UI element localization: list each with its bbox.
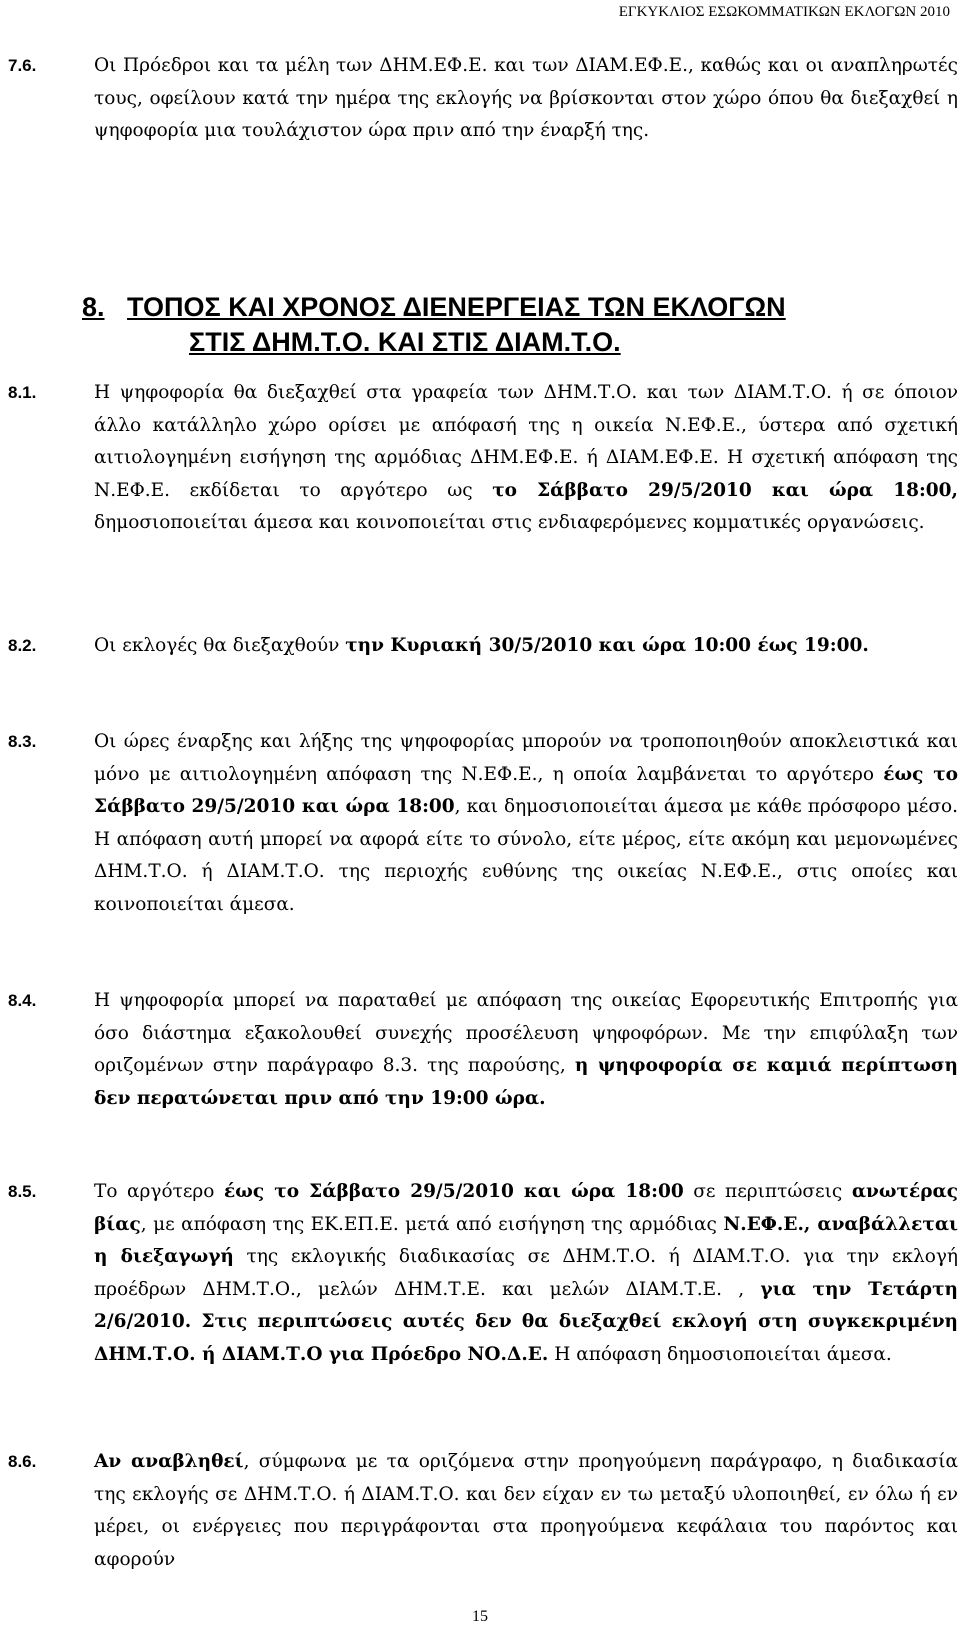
- section-text: Η ψηφοφορία θα διεξαχθεί στα γραφεία των ΔΗΜ.Τ.Ο. και των ΔΙΑΜ.Τ.Ο. ή σε όποιον άλλο κατάλληλο χώρο ορίσει με απόφασή της η οικεία Ν.ΕΦ.Ε., ύστερα από σχετική αιτιολογημένη εισήγηση της αρμόδιας ΔΗΜ.ΕΦ.Ε. ή ΔΙΑΜ.ΕΦ.Ε. Η σχετική απόφαση της Ν.ΕΦ.Ε. εκδίδεται το αργότερο ως το Σάββατο 29/5/2010 και ώρα 18:00, δημοσιοποιείται άμεσα και κοινοποιείται στις ενδιαφερόμενες κομματικές οργανώσεις.: [94, 382, 958, 534]
- section-number: 8.6.: [8, 1452, 37, 1471]
- section-text: Η ψηφοφορία μπορεί να παραταθεί με απόφαση της οικείας Εφορευτικής Επιτροπής για όσο διάστημα εξακολουθεί συνεχής προσέλευση ψηφοφόρων. Με την επιφύλαξη των οριζομένων στην παράγραφο 8.3. της παρούσης, η ψηφοφορία σε καμιά περίπτωση δεν περατώνεται πριν από την 19:00 ώρα.: [94, 990, 959, 1109]
- section-number: 7.6.: [8, 56, 37, 75]
- section-text: Οι ώρες έναρξης και λήξης της ψηφοφορίας μπορούν να τροποποιηθούν αποκλειστικά και μόνο με αιτιολογημένη απόφαση της Ν.ΕΦ.Ε., η οποία λαμβάνεται το αργότερο έως το Σάββατο 29/5/2010 και ώρα 18:00, και δημοσιοποιείται άμεσα με κάθε πρόσφορο μέσο. Η απόφαση αυτή μπορεί να αφορά είτε το σύνολο, είτε μέρος, είτε ακόμη και μεμονωμένες ΔΗΜ.Τ.Ο. ή ΔΙΑΜ.Τ.Ο. της περιοχής ευθύνης της οικείας Ν.ΕΦ.Ε., στις οποίες και κοινοποιείται άμεσα.: [94, 731, 958, 915]
- section-text: Οι Πρόεδροι και τα μέλη των ΔΗΜ.ΕΦ.Ε. και των ΔΙΑΜ.ΕΦ.Ε., καθώς και οι αναπληρωτές τους, οφείλουν κατά την ημέρα της εκλογής να βρίσκονται στον χώρο όπου θα διεξαχθεί η ψηφοφορία μια τουλάχιστον ώρα πριν από την έναρξή της.: [94, 55, 958, 142]
- section-number: 8.3.: [8, 732, 37, 751]
- section-number: 8.2.: [8, 636, 37, 655]
- section-text: Αν αναβληθεί, σύμφωνα με τα οριζόμενα στην προηγούμενη παράγραφο, η διαδικασία της εκλογής σε ΔΗΜ.Τ.Ο. ή ΔΙΑΜ.Τ.Ο. και δεν είχαν εν τω μεταξύ υλοποιηθεί, εν όλω ή εν μέρει, οι ενέργειες που περιγράφονται στα προηγούμενα κεφάλαια του παρόντος και αφορούν: [94, 1451, 958, 1570]
- chapter-title: [82, 290, 960, 360]
- page-header: ΕΓΚΥΚΛΙΟΣ ΕΣΩΚΟΜΜΑΤΙΚΩΝ ΕΚΛΟΓΩΝ 2010: [618, 4, 950, 20]
- section-text: Το αργότερο έως το Σάββατο 29/5/2010 και ώρα 18:00 σε περιπτώσεις ανωτέρας βίας, με απόφαση της ΕΚ.ΕΠ.Ε. μετά από εισήγηση της αρμόδιας Ν.ΕΦ.Ε., αναβάλλεται η διεξαγωγή της εκλογικής διαδικασίας σε ΔΗΜ.Τ.Ο. ή ΔΙΑΜ.Τ.Ο. για την εκλογή προέδρων ΔΗΜ.Τ.Ο., μελών ΔΗΜ.Τ.Ε. και μελών ΔΙΑΜ.Τ.Ε. , για την Τετάρτη 2/6/2010. Στις περιπτώσεις αυτές δεν θα διεξαχθεί εκλογή στη συγκεκριμένη ΔΗΜ.Τ.Ο. ή ΔΙΑΜ.Τ.Ο για Πρόεδρο ΝΟ.Δ.Ε. Η απόφαση δημοσιοποιείται άμεσα.: [94, 1181, 959, 1365]
- chapter-title-line2: ΣΤΙΣ ΔΗΜ.Τ.Ο. ΚΑΙ ΣΤΙΣ ΔΙΑΜ.Τ.Ο.: [189, 327, 621, 357]
- section-number: 8.4.: [8, 991, 37, 1010]
- chapter-title-line1: ΤΟΠΟΣ ΚΑΙ ΧΡΟΝΟΣ ΔΙΕΝΕΡΓΕΙΑΣ ΤΩΝ ΕΚΛΟΓΩΝ: [127, 292, 786, 322]
- section-number: 8.5.: [8, 1182, 37, 1201]
- chapter-number: 8.: [82, 292, 105, 322]
- section-number: 8.1.: [8, 383, 37, 402]
- section-text: Οι εκλογές θα διεξαχθούν την Κυριακή 30/5/2010 και ώρα 10:00 έως 19:00.: [94, 635, 869, 656]
- page-number: 15: [472, 1608, 488, 1625]
